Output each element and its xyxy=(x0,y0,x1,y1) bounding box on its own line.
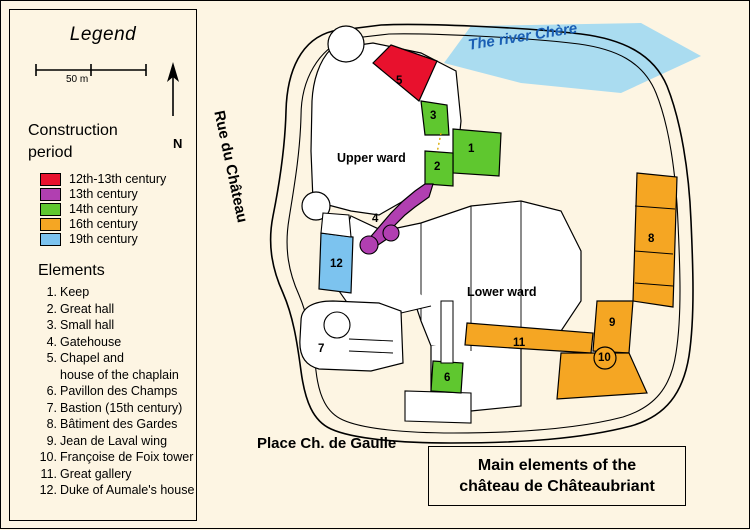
element-label-4: Gatehouse xyxy=(60,334,122,349)
element-number-9: 9. xyxy=(46,433,57,448)
element-label-5-sub: house of the chaplain xyxy=(60,367,179,382)
element-label-1: Keep xyxy=(60,285,90,299)
element-number-4: 4. xyxy=(46,334,57,349)
building-4-tower-a xyxy=(360,236,378,254)
element-label-11: Great gallery xyxy=(60,466,132,481)
map-title-line1: Main elements of the xyxy=(477,457,637,474)
scalebar-graphic xyxy=(10,56,196,118)
element-number-8: 8. xyxy=(46,417,57,431)
element-label-2: Great hall xyxy=(60,301,115,316)
construction-period-block xyxy=(10,122,196,246)
list-item xyxy=(38,466,196,483)
street-label: Rue du Château xyxy=(210,109,251,225)
element-label-5: Chapel and xyxy=(60,351,124,365)
bastion-7-inner-circle xyxy=(324,312,350,338)
legend-label-period-0: 12th-13th century xyxy=(69,172,167,186)
scale-label: 50 m xyxy=(66,74,89,85)
building-1-keep xyxy=(453,129,501,176)
building-number-7: 7 xyxy=(318,343,325,355)
building-number-4: 4 xyxy=(372,213,379,225)
building-number-5: 5 xyxy=(396,75,403,87)
list-item xyxy=(38,284,196,301)
legend-label-period-2: 14th century xyxy=(69,202,138,216)
map-title-line2: château de Châteaubriant xyxy=(459,478,655,495)
list-item xyxy=(38,416,196,433)
legend-label-period-4: 19th century xyxy=(69,232,138,246)
list-item xyxy=(38,383,196,400)
building-number-12: 12 xyxy=(330,258,343,270)
element-number-2: 2. xyxy=(46,301,57,316)
building-number-10: 10 xyxy=(598,352,611,364)
construction-title-line2: period xyxy=(28,144,73,161)
building-number-9: 9 xyxy=(609,317,616,329)
list-item xyxy=(38,433,196,450)
list-item xyxy=(38,350,196,383)
element-label-10: Françoise de Foix tower xyxy=(60,450,194,464)
building-12-annex xyxy=(321,213,351,237)
element-number-1: 1. xyxy=(46,285,57,299)
building-number-3: 3 xyxy=(430,110,437,122)
swatch-12th-13th-century xyxy=(40,173,61,186)
map-title-box xyxy=(428,446,686,506)
bastion-7-shape xyxy=(300,301,403,371)
element-label-3: Small hall xyxy=(60,318,115,332)
north-label: N xyxy=(173,136,183,151)
legend-item-period-3 xyxy=(40,217,196,231)
building-8-batiment-des-gardes xyxy=(633,173,677,307)
lower-ward-label: Lower ward xyxy=(467,285,537,299)
element-label-6: Pavillon des Champs xyxy=(60,384,178,398)
list-item xyxy=(38,449,196,466)
element-number-11: 11. xyxy=(40,466,57,481)
outbuilding-courtyard xyxy=(441,301,453,363)
element-number-10: 10. xyxy=(39,450,57,464)
swatch-16th-century xyxy=(40,218,61,231)
upper-ward-label: Upper ward xyxy=(337,151,406,165)
building-number-6: 6 xyxy=(444,372,451,384)
building-number-8: 8 xyxy=(648,233,655,245)
list-item xyxy=(38,400,196,417)
south-building-west xyxy=(405,391,471,423)
list-item xyxy=(38,334,196,351)
element-label-7: Bastion (15th century) xyxy=(60,400,183,415)
element-number-3: 3. xyxy=(46,318,57,332)
upper-ward-tower-north xyxy=(328,26,364,62)
building-number-11: 11 xyxy=(513,337,526,349)
legend-item-period-1 xyxy=(40,187,196,201)
element-label-12: Duke of Aumale's house xyxy=(60,483,195,497)
river-label: The river Chère xyxy=(467,19,579,54)
legend-item-period-0 xyxy=(40,172,196,186)
place-label: Place Ch. de Gaulle xyxy=(257,435,397,452)
building-number-2: 2 xyxy=(434,161,441,173)
swatch-13th-century xyxy=(40,188,61,201)
element-number-5: 5. xyxy=(46,351,57,365)
swatch-14th-century xyxy=(40,203,61,216)
list-item xyxy=(38,482,196,499)
swatch-19th-century xyxy=(40,233,61,246)
construction-title-line1: Construction xyxy=(28,122,118,139)
element-label-9: Jean de Laval wing xyxy=(60,433,168,448)
legend-item-period-4 xyxy=(40,232,196,246)
element-label-8: Bâtiment des Gardes xyxy=(60,417,178,431)
legend-label-period-3: 16th century xyxy=(69,217,138,231)
element-number-6: 6. xyxy=(46,384,57,398)
building-number-1: 1 xyxy=(468,143,475,155)
elements-title: Elements xyxy=(38,262,105,279)
element-number-12: 12. xyxy=(39,483,57,497)
legend-title: Legend xyxy=(69,24,137,45)
element-number-7: 7. xyxy=(46,400,57,415)
legend-label-period-1: 13th century xyxy=(69,187,138,201)
legend-panel xyxy=(9,9,197,521)
legend-item-period-2 xyxy=(40,202,196,216)
elements-list xyxy=(10,284,196,499)
list-item xyxy=(38,301,196,318)
building-4-tower-b xyxy=(383,225,399,241)
list-item xyxy=(38,317,196,334)
